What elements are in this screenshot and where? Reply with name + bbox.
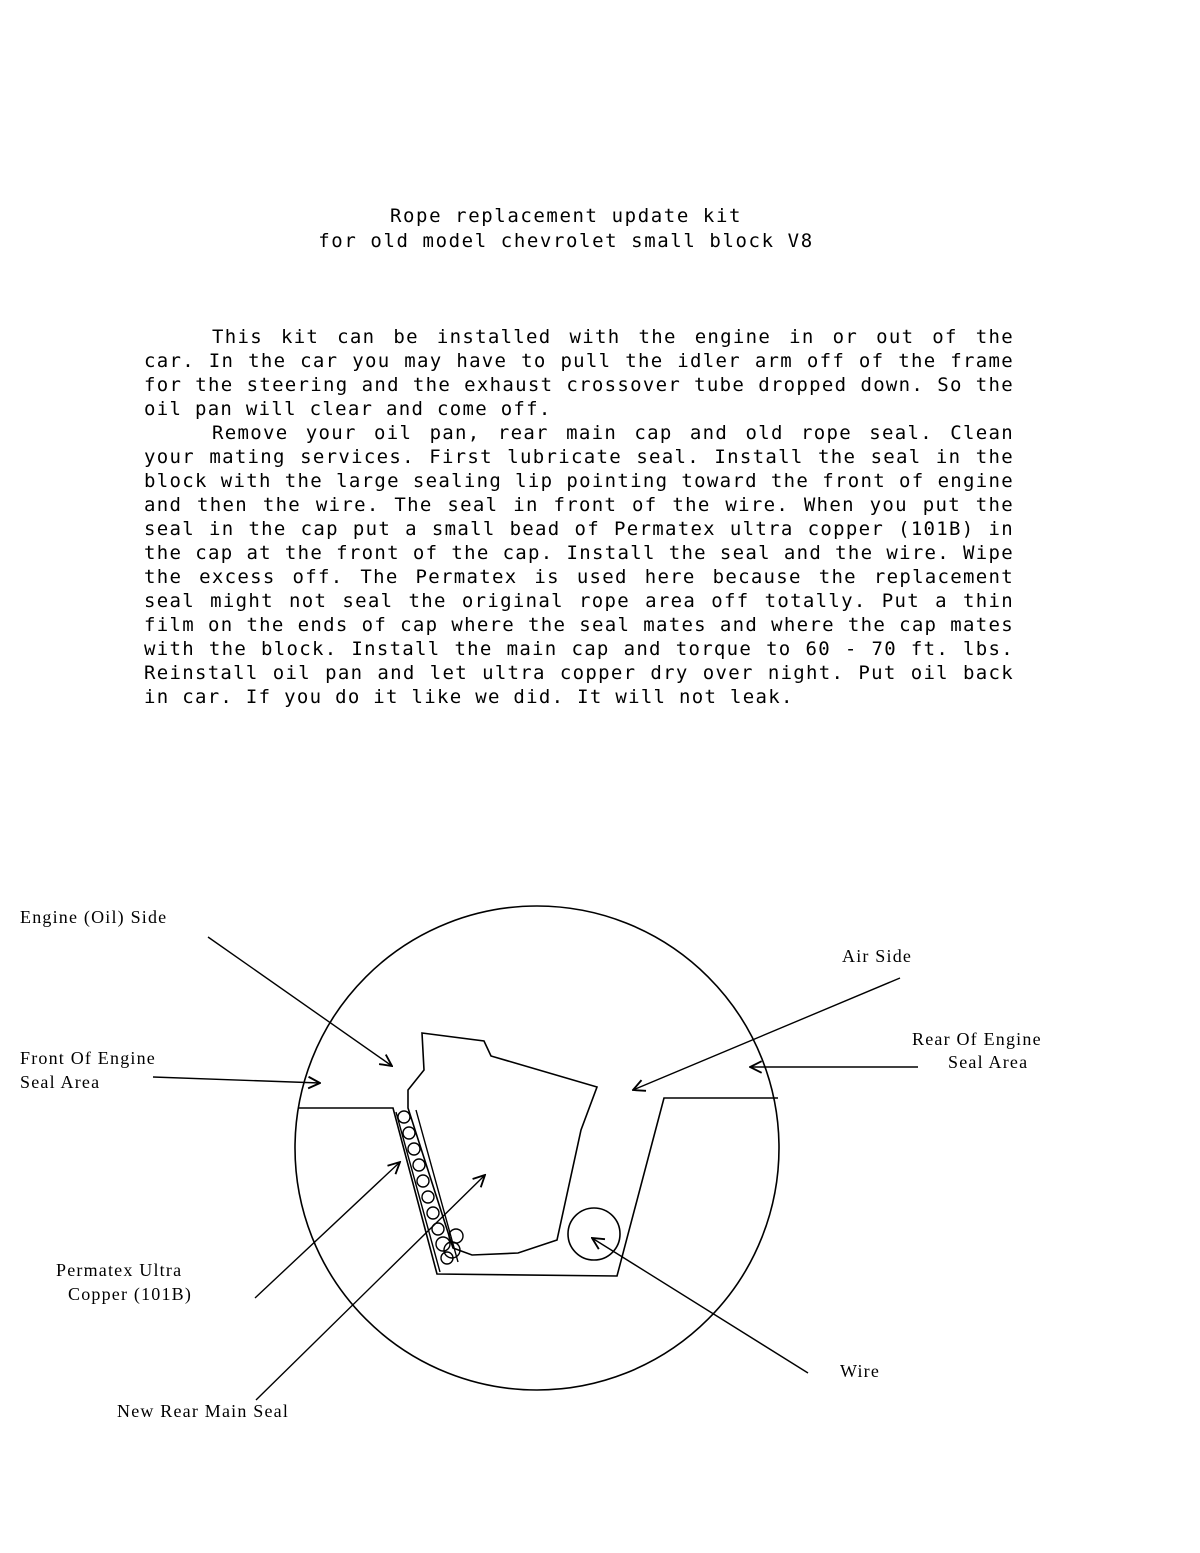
title-line-2: for old model chevrolet small block V8 [318,230,814,252]
document-title [0,204,1132,254]
label-rear-of-engine-line2: Seal Area [948,1052,1029,1072]
seal-profile [408,1033,597,1255]
arrow-wire [592,1238,808,1373]
paragraph-2: Remove your oil pan, rear main cap and old rope seal. Clean your mating services. First lubricate seal. Install the seal in the block with the large sealing lip pointing toward the front of engine and then the wire. The seal in front of the wire. When you put the seal in the cap put a small bead of Permatex ultra copper (101B) in the cap at the front of the cap. Install the seal and the wire. Wipe the excess off. The Permatex is used here because the replacement seal might not seal the original rope area off totally. Put a thin film on the ends of cap where the seal mates and where the cap mates with the block. Install the main cap and torque to 60 - 70 ft. lbs. Reinstall oil pan and let ultra copper dry over night. Put oil back in car. If you do it like we did. It will not leak. [144,422,1014,708]
arrow-permatex [255,1162,400,1298]
label-new-rear-main-seal: New Rear Main Seal [117,1401,290,1421]
title-line-1: Rope replacement update kit [389,205,743,227]
crankshaft-circle [295,906,779,1390]
instructions-body [144,325,1014,709]
label-rear-of-engine-line1: Rear Of Engine [912,1029,1042,1049]
wire-circle [568,1208,620,1260]
label-permatex-line1: Permatex Ultra [56,1260,183,1280]
arrow-front-of-engine [153,1077,320,1083]
label-permatex-line2: Copper (101B) [68,1284,193,1304]
label-wire: Wire [840,1361,881,1381]
paragraph-1: This kit can be installed with the engine in or out of the car. In the car you may have to pull the idler arm off of the frame for the steering and the exhaust crossover tube dropped down. So the oil pan will clear and come off. [144,326,1014,420]
label-engine-oil-side: Engine (Oil) Side [20,907,168,927]
seal-diagram [0,880,1200,1440]
arrow-engine-oil-side [208,937,392,1066]
label-front-of-engine-line2: Seal Area [20,1072,101,1092]
arrow-new-rear-main-seal [256,1175,485,1400]
label-front-of-engine-line1: Front Of Engine [20,1048,156,1068]
cap-profile [298,1098,778,1276]
label-air-side: Air Side [842,946,913,966]
